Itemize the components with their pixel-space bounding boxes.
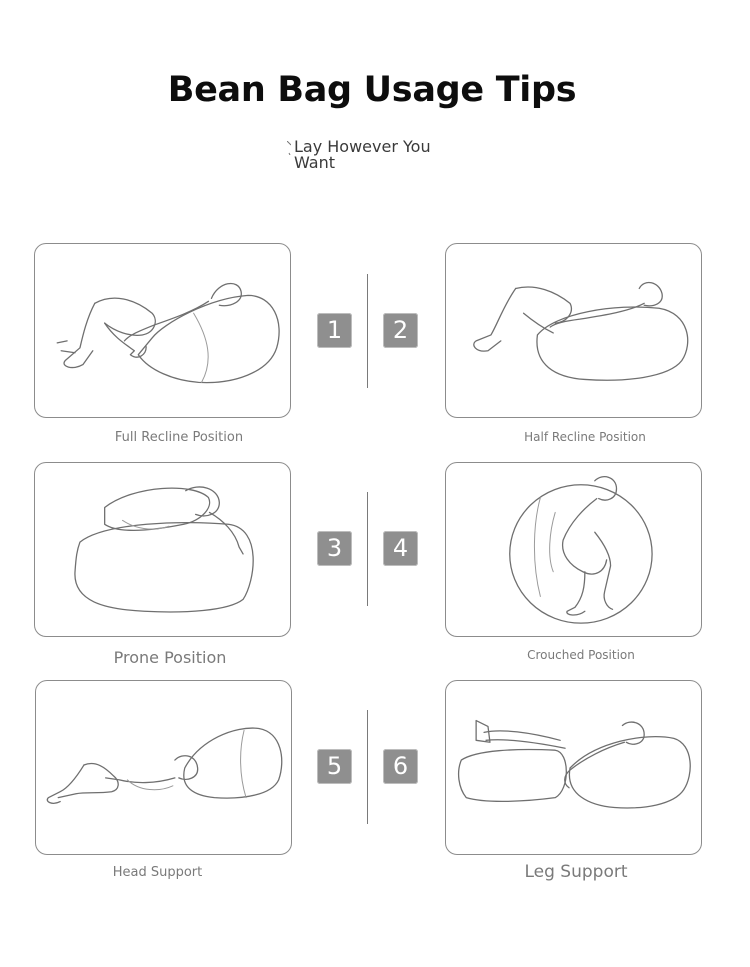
page-title: Bean Bag Usage Tips	[167, 70, 577, 110]
position-card-3	[34, 462, 291, 637]
position-number-5: 5	[317, 749, 352, 784]
position-caption-2: Half Recline Position	[524, 430, 646, 444]
crouched-illustration	[446, 463, 701, 636]
position-caption-1: Full Recline Position	[114, 430, 244, 445]
position-number-1: 1	[317, 313, 352, 348]
divider-row-2	[367, 492, 368, 606]
position-number-2: 2	[383, 313, 418, 348]
leg-support-illustration	[446, 681, 701, 854]
position-card-2	[445, 243, 702, 418]
full-recline-illustration	[35, 244, 290, 417]
position-card-6	[445, 680, 702, 855]
divider-row-3	[367, 710, 368, 824]
subtitle	[294, 139, 444, 171]
position-number-4: 4	[383, 531, 418, 566]
position-card-5	[35, 680, 292, 855]
position-card-4	[445, 462, 702, 637]
position-caption-4: Crouched Position	[527, 648, 635, 662]
position-number-6: 6	[383, 749, 418, 784]
subtitle-marker-icon	[287, 141, 291, 155]
position-caption-6: Leg Support	[524, 862, 628, 882]
position-number-3: 3	[317, 531, 352, 566]
head-support-illustration	[36, 681, 291, 854]
divider-row-1	[367, 274, 368, 388]
position-caption-3: Prone Position	[113, 648, 227, 667]
position-card-1	[34, 243, 291, 418]
prone-illustration	[35, 463, 290, 636]
subtitle-line-1: Lay However You	[294, 137, 431, 156]
position-caption-5: Head Support	[112, 865, 203, 880]
subtitle-line-2: Want	[294, 153, 336, 172]
half-recline-illustration	[446, 244, 701, 417]
